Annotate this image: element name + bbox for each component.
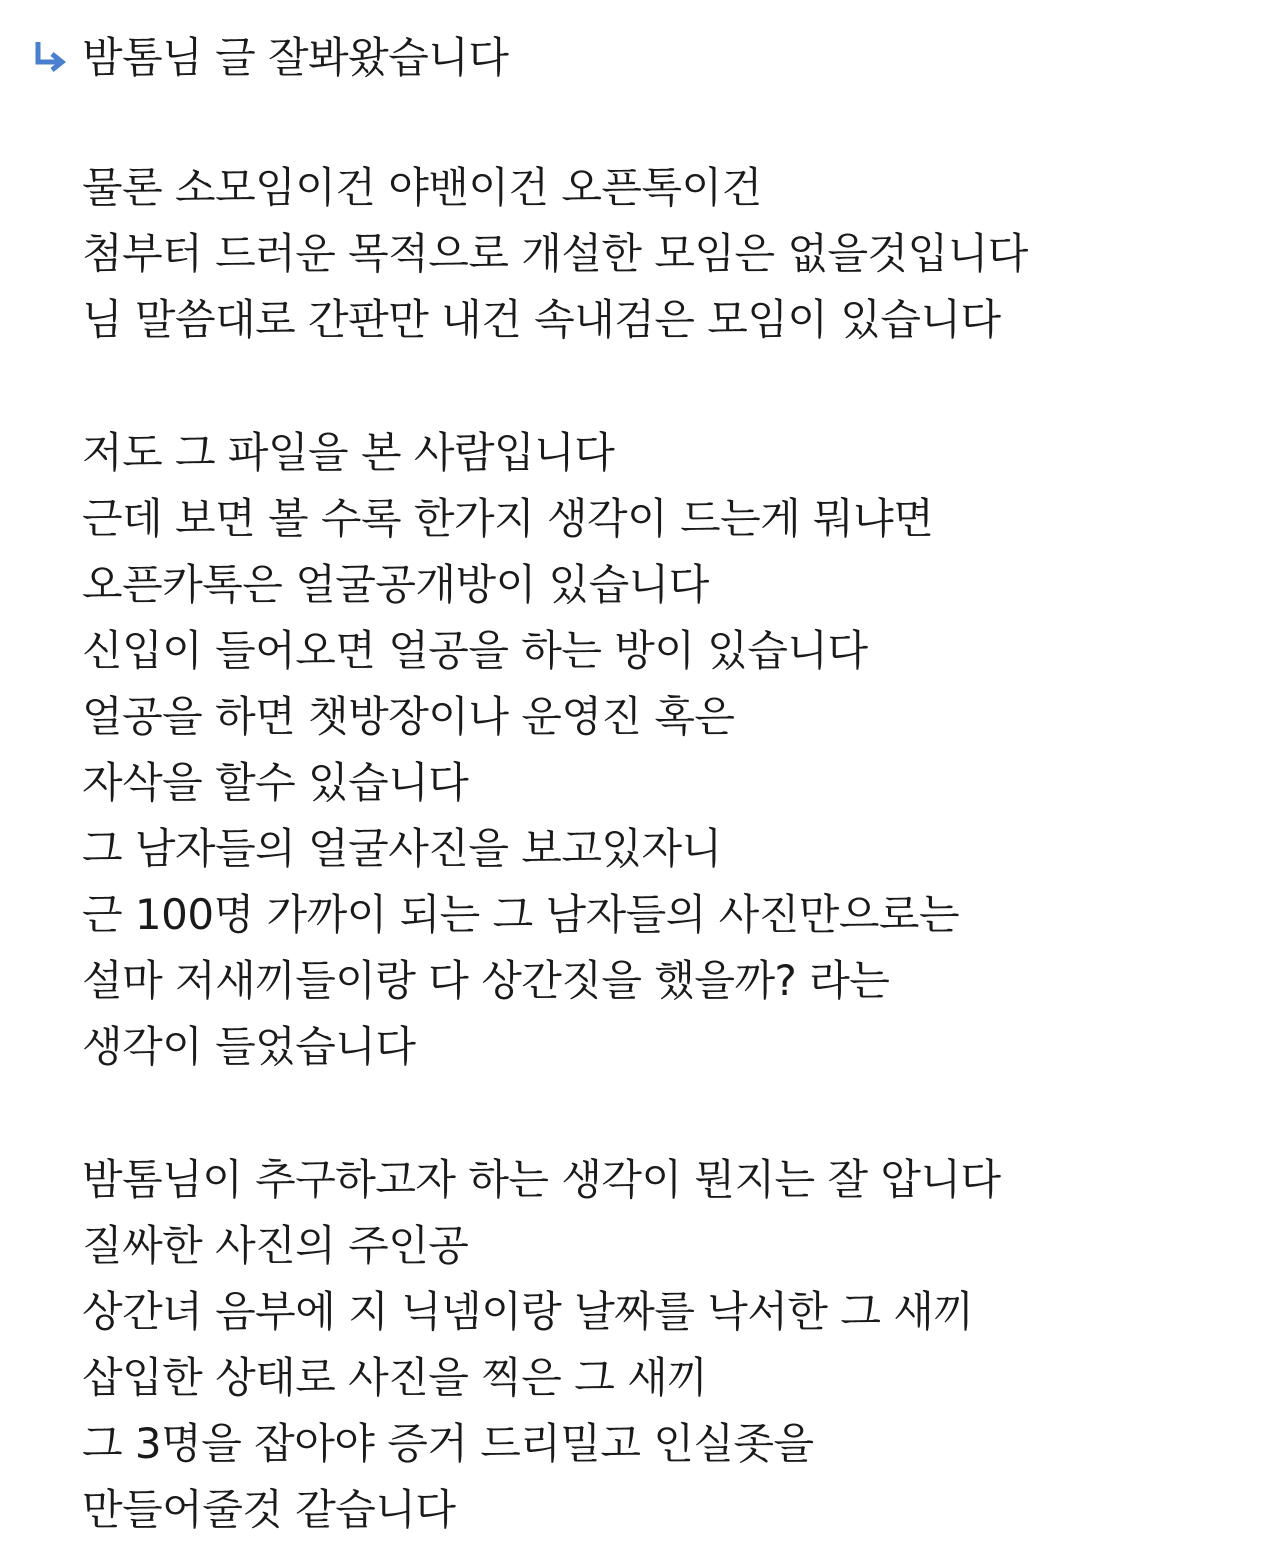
comment-line: 첨부터 드러운 목적으로 개설한 모임은 없을것입니다 — [82, 229, 1028, 278]
comment-line: 그 남자들의 얼굴사진을 보고있자니 — [82, 824, 722, 873]
comment-heading: 밤톰님 글 잘봐왔습니다 — [82, 33, 509, 82]
comment-line: 그 3명을 잡아야 증거 드리밀고 인실좃을 — [82, 1419, 814, 1468]
comment-line: 근데 보면 볼 수록 한가지 생각이 드는게 뭐냐면 — [82, 494, 934, 543]
comment-line: 얼공을 하면 챗방장이나 운영진 혹은 — [82, 692, 735, 741]
comment-line: 근 100명 가까이 되는 그 남자들의 사진만으로는 — [82, 890, 960, 939]
comment-line: 생각이 들었습니다 — [82, 1022, 416, 1071]
comment-line: 삽입한 상태로 사진을 찍은 그 새끼 — [82, 1353, 708, 1402]
comment-line: 상간녀 음부에 지 닉넴이랑 날짜를 낙서한 그 새끼 — [82, 1287, 974, 1336]
comment-line: 오픈카톡은 얼굴공개방이 있습니다 — [82, 560, 709, 609]
comment-line: 밤톰님이 추구하고자 하는 생각이 뭔지는 잘 압니다 — [82, 1155, 1001, 1204]
comment-line: 저도 그 파일을 본 사람입니다 — [82, 428, 615, 477]
reply-arrow-icon — [30, 38, 70, 78]
comment-line: 님 말씀대로 간판만 내건 속내검은 모임이 있습니다 — [82, 295, 1001, 344]
comment-line: 신입이 들어오면 얼공을 하는 방이 있습니다 — [82, 626, 868, 675]
comment-line: 물론 소모임이건 야밴이건 오픈톡이건 — [82, 163, 762, 212]
comment-line: 만들어줄것 같습니다 — [82, 1485, 456, 1534]
reply-header — [30, 28, 508, 88]
comment-line: 자삭을 할수 있습니다 — [82, 758, 469, 807]
comment-line: 질싸한 사진의 주인공 — [82, 1221, 469, 1270]
comment-line: 설마 저새끼들이랑 다 상간짓을 했을까? 라는 — [82, 956, 890, 1005]
